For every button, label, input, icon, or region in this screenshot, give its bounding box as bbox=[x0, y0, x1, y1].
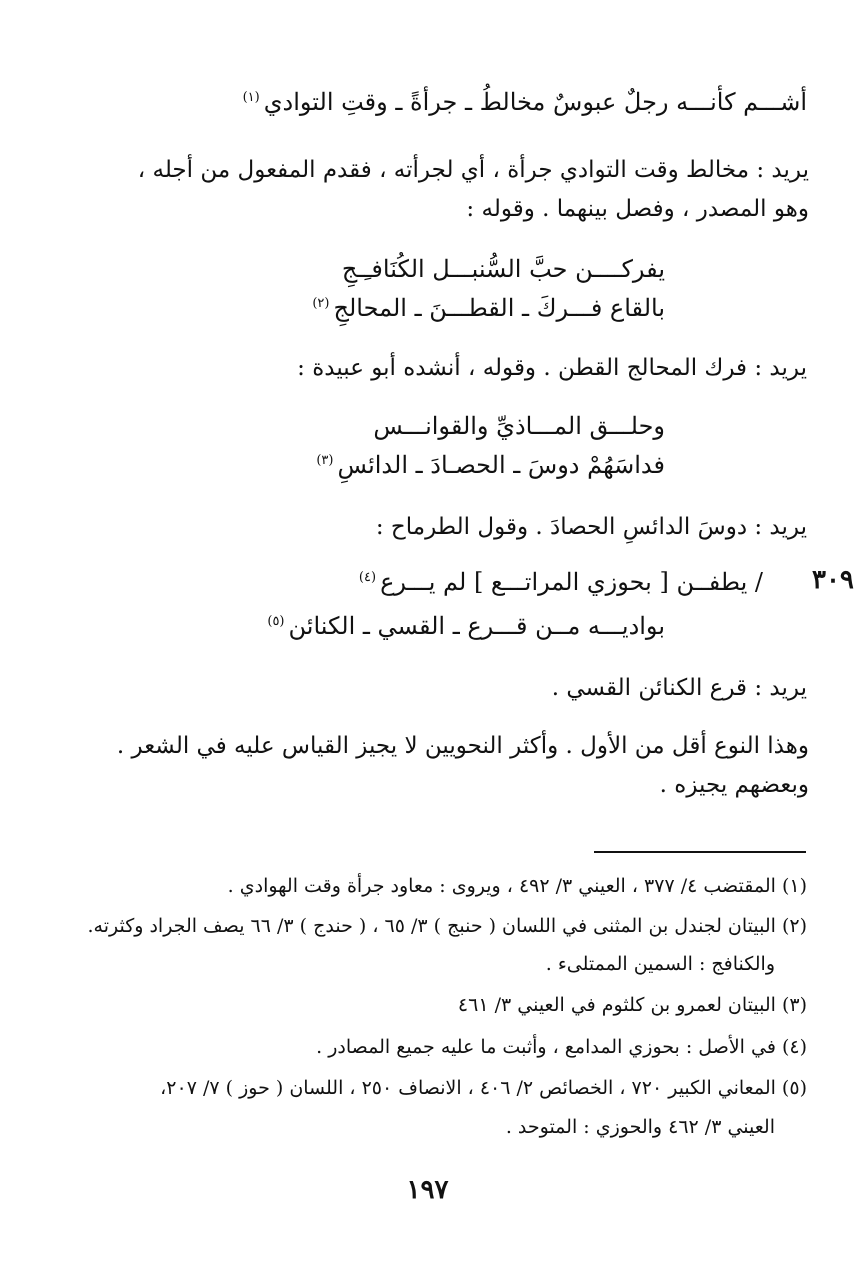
verse-4-line-2 bbox=[267, 612, 665, 640]
paragraph-1-line-2: وهو المصدر ، وفصل بينهما . وقوله : bbox=[466, 196, 809, 222]
verse-4-line-1-text: / يطفــن [ بحوزي المراتـــع ] لم يـــرع bbox=[380, 568, 763, 596]
page-number: ١٩٧ bbox=[406, 1175, 449, 1205]
verse-1-text: أشـــم كأنـــه رجلٌ عبوسٌ مخالطُ ـ جرأةً ـ وقتِ التوادي bbox=[263, 88, 807, 116]
paragraph-5-line-1: وهذا النوع أقل من الأول . وأكثر النحويين لا يجيز القياس عليه في الشعر . bbox=[116, 733, 809, 759]
paragraph-2: يريد : فرك المحالج القطن . وقوله ، أنشده أبو عبيدة : bbox=[297, 355, 807, 381]
verse-2-line-2 bbox=[312, 294, 665, 322]
footnote-divider bbox=[594, 851, 806, 853]
paragraph-1-line-1: يريد : مخالط وقت التوادي جرأة ، أي لجرأته ، فقدم المفعول من أجله ، bbox=[137, 157, 809, 183]
footnote-4: (٤) في الأصل : بحوزي المدامع ، وأثبت ما عليه جميع المصادر . bbox=[316, 1036, 807, 1058]
footnote-ref-3: (٣) bbox=[316, 453, 334, 468]
footnote-2: (٢) البيتان لجندل بن المثنى في اللسان ( حنبج ) ٣/ ٦٥ ، ( حندج ) ٣/ ٦٦ يصف الجراد وكثرته. bbox=[87, 915, 807, 937]
paragraph-3: يريد : دوسَ الدائسِ الحصادَ . وقول الطرماح : bbox=[375, 514, 807, 540]
verse-3-line-1: وحلـــق المـــاذيِّ والقوانـــس bbox=[373, 412, 665, 440]
footnote-5: (٥) المعاني الكبير ٧٢٠ ، الخصائص ٢/ ٤٠٦ ، الانصاف ٢٥٠ ، اللسان ( حوز ) ٧/ ٢٠٧، bbox=[160, 1077, 807, 1099]
paragraph-5-line-2: وبعضهم يجيزه . bbox=[659, 772, 809, 798]
paragraph-4: يريد : قرع الكنائن القسي . bbox=[551, 675, 807, 701]
verse-4-line-2-text: بواديـــه مــن قـــرع ـ القسي ـ الكنائن bbox=[288, 612, 665, 640]
footnote-ref-1: (١) bbox=[242, 90, 260, 105]
verse-3-line-2-text: فداسَهُمْ دوسَ ـ الحصـادَ ـ الدائسِ bbox=[337, 451, 665, 479]
footnote-ref-2: (٢) bbox=[312, 296, 330, 311]
margin-page-number: ٣٠٩ bbox=[812, 565, 854, 595]
footnote-5-continuation: العيني ٣/ ٤٦٢ والحوزي : المتوحد . bbox=[505, 1116, 775, 1138]
verse-2-line-2-text: بالقاع فـــركَ ـ القطـــنَ ـ المحالجِ bbox=[333, 294, 665, 322]
verse-3-line-2 bbox=[316, 451, 665, 479]
verse-2-line-1: يفركــــن حبَّ السُّنبـــل الكُنَافـِـجِ bbox=[341, 255, 665, 283]
verse-4-line-1 bbox=[359, 568, 763, 596]
footnote-ref-5: (٥) bbox=[267, 614, 285, 629]
footnote-2-continuation: والكنافج : السمين الممتلىء . bbox=[545, 953, 775, 975]
verse-1 bbox=[243, 88, 807, 116]
footnote-ref-4: (٤) bbox=[358, 570, 377, 585]
footnote-3: (٣) البيتان لعمرو بن كلثوم في العيني ٣/ ٤٦١ bbox=[457, 994, 807, 1016]
footnote-1: (١) المقتضب ٤/ ٣٧٧ ، العيني ٣/ ٤٩٢ ، ويروى : معاود جرأة وقت الهوادي . bbox=[227, 875, 807, 897]
